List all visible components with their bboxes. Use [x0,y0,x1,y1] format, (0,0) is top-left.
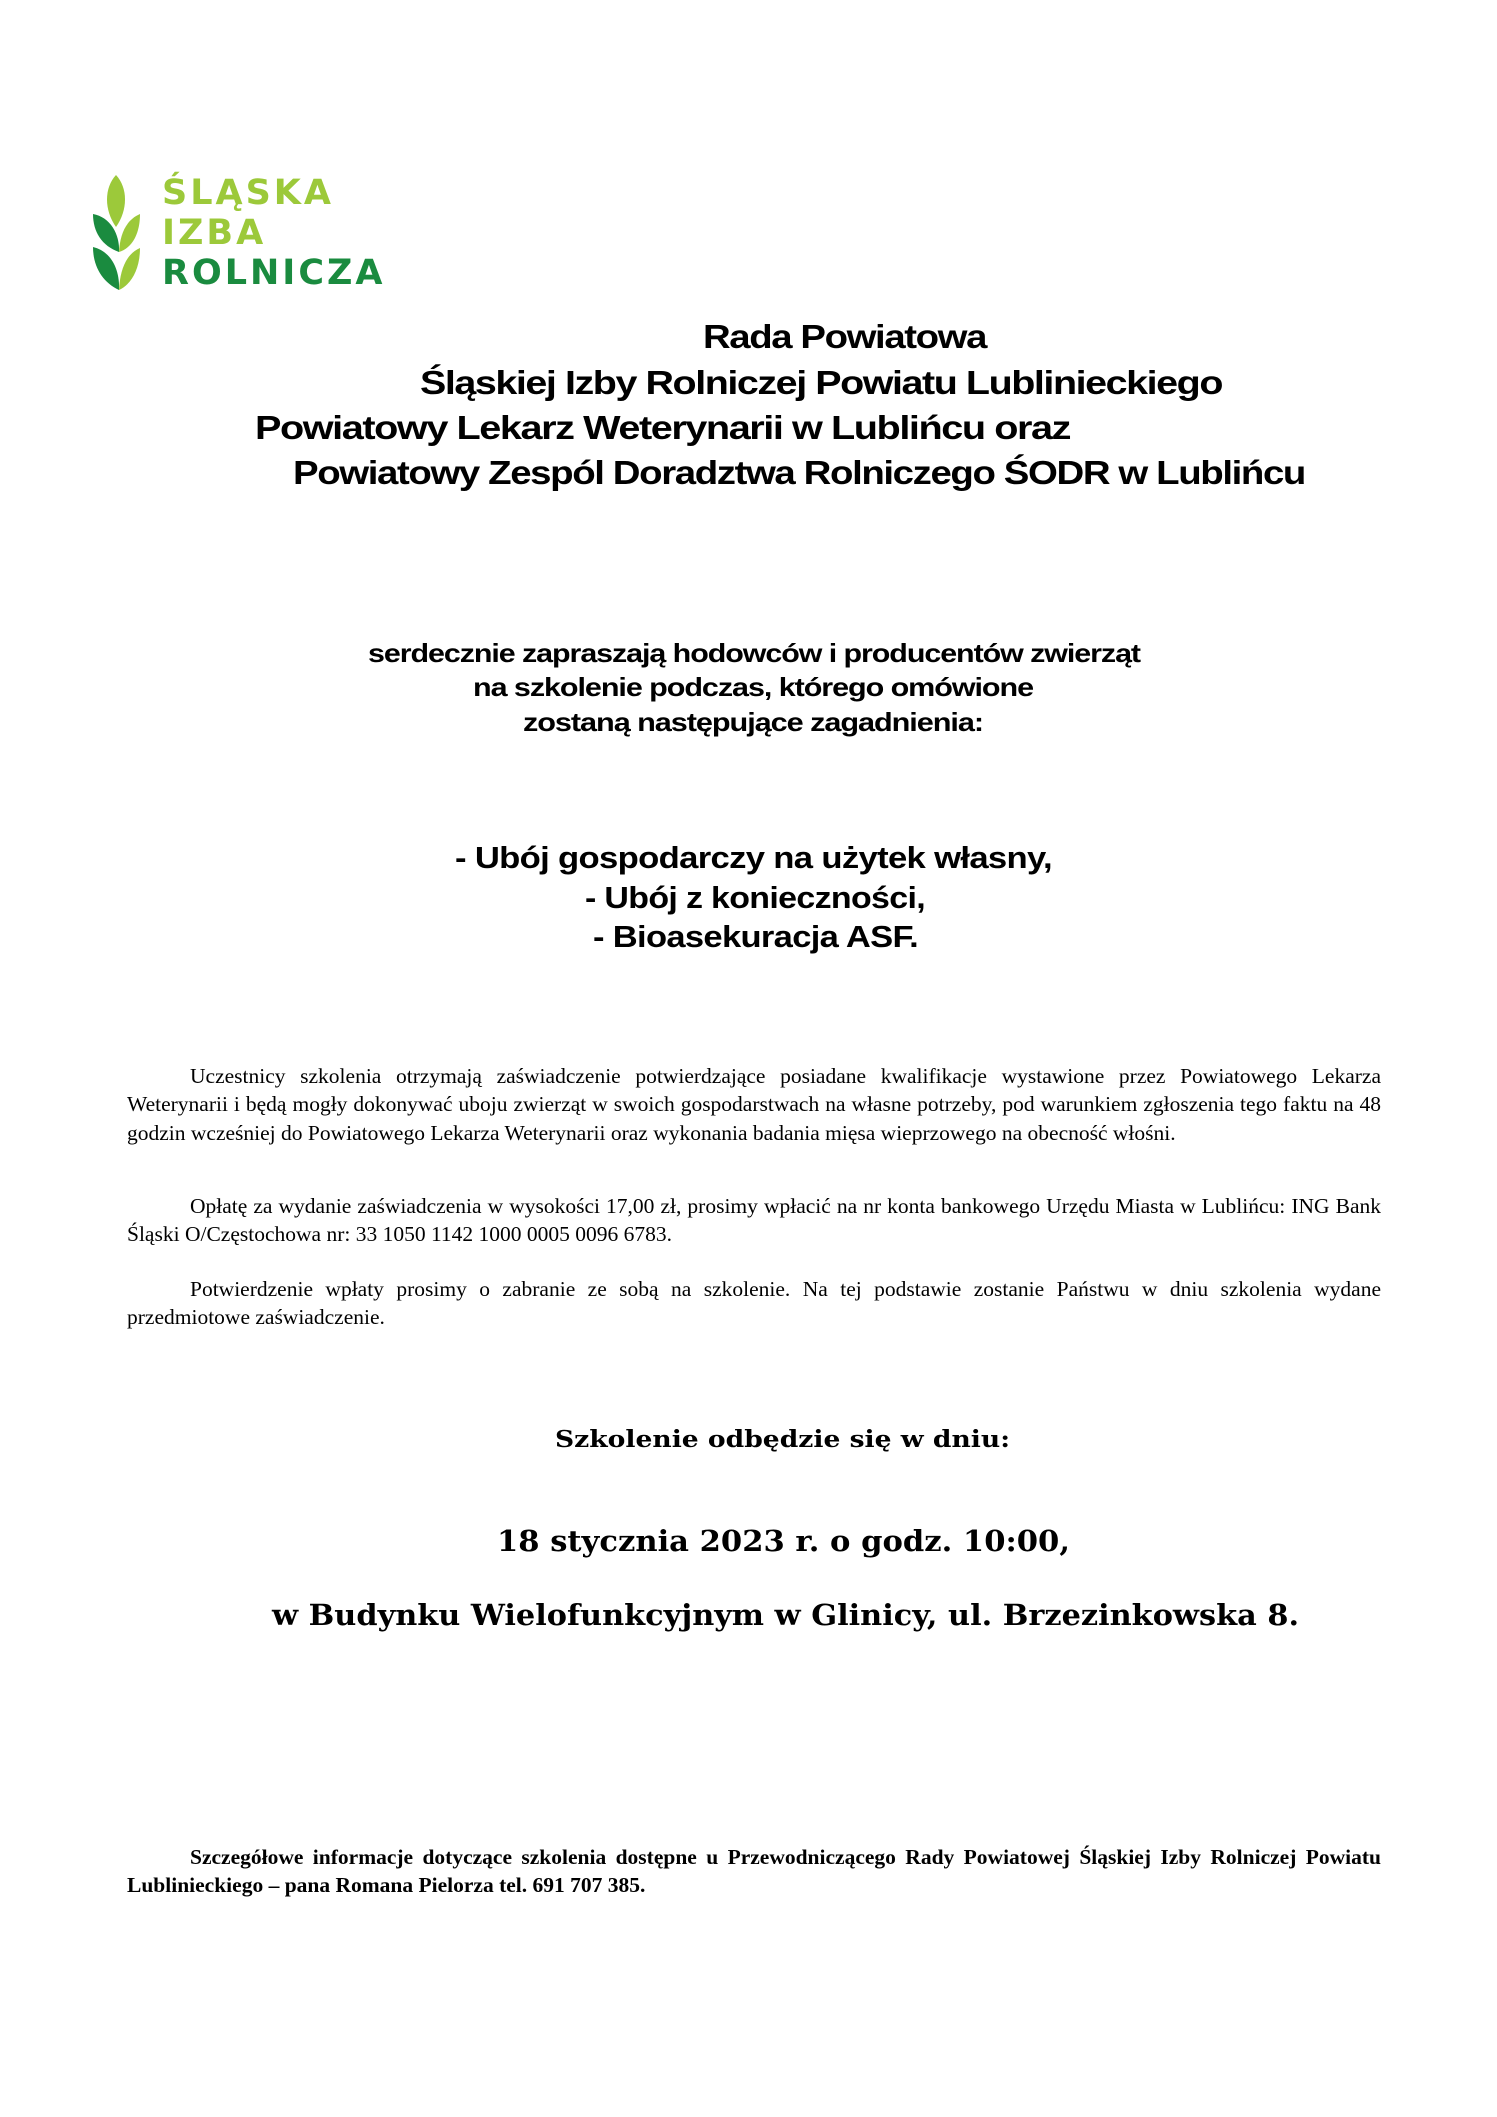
header-line: Powiatowy Zespól Doradztwa Rolniczego ŚODR w Lublińcu [293,454,1305,491]
contact-info: Szczegółowe informacje dotyczące szkolenia dostępne u Przewodniczącego Rady Powiatowej Śląskiej Izby Rolniczej Powiatu Lublinieckiego – pana Romana Pielorza tel. 691 707 385. [127,1845,1381,1898]
logo-text-line: ROLNICZA [162,253,386,293]
wheat-ear-icon [90,172,160,297]
topic-item: - Ubój gospodarczy na użytek własny, [455,840,1052,875]
topic-item: - Bioasekuracja ASF. [593,919,918,954]
body-paragraph: Uczestnicy szkolenia otrzymają zaświadczenie potwierdzające posiadane kwalifikacje wystawione przez Powiatowego Lekarza Weterynarii i będą mogły dokonywać uboju zwierząt w swoich gospodarstwach na własne potrzeby, pod warunkiem zgłoszenia tego faktu na 48 godzin wcześniej do Powiatowego Lekarza Weterynarii oraz wykonania badania mięsa wieprzowego na obecność włośni. [127,1064,1381,1145]
header-line: Śląskiej Izby Rolniczej Powiatu Lublinieckiego [420,364,1222,401]
invitation-line: zostaną następujące zagadnienia: [523,707,983,737]
organization-logo [90,172,390,297]
header-line: Powiatowy Lekarz Weterynarii w Lublińcu oraz [255,409,1070,446]
topic-item: - Ubój z konieczności, [585,880,925,915]
invitation-line: serdecznie zapraszają hodowców i producentów zwierząt [368,638,1140,668]
event-date: 18 stycznia 2023 r. o godz. 10:00, [497,1524,1070,1558]
event-place: w Budynku Wielofunkcyjnym w Glinicy, ul. Brzezinkowska 8. [272,1598,1299,1632]
logo-text-line: IZBA [162,213,267,253]
logo-text-line: ŚLĄSKA [162,173,335,213]
body-paragraph: Potwierdzenie wpłaty prosimy o zabranie ze sobą na szkolenie. Na tej podstawie zostanie Państwu w dniu szkolenia wydane przedmiotowe zaświadczenie. [127,1277,1381,1330]
event-label: Szkolenie odbędzie się w dniu: [555,1426,1010,1453]
body-paragraph: Opłatę za wydanie zaświadczenia w wysokości 17,00 zł, prosimy wpłacić na nr konta bankowego Urzędu Miasta w Lublińcu: ING Bank Śląski O/Częstochowa nr: 33 1050 1142 1000 0005 0096 6783. [127,1194,1381,1247]
invitation-line: na szkolenie podczas, którego omówione [473,672,1033,702]
header-line: Rada Powiatowa [703,318,986,355]
